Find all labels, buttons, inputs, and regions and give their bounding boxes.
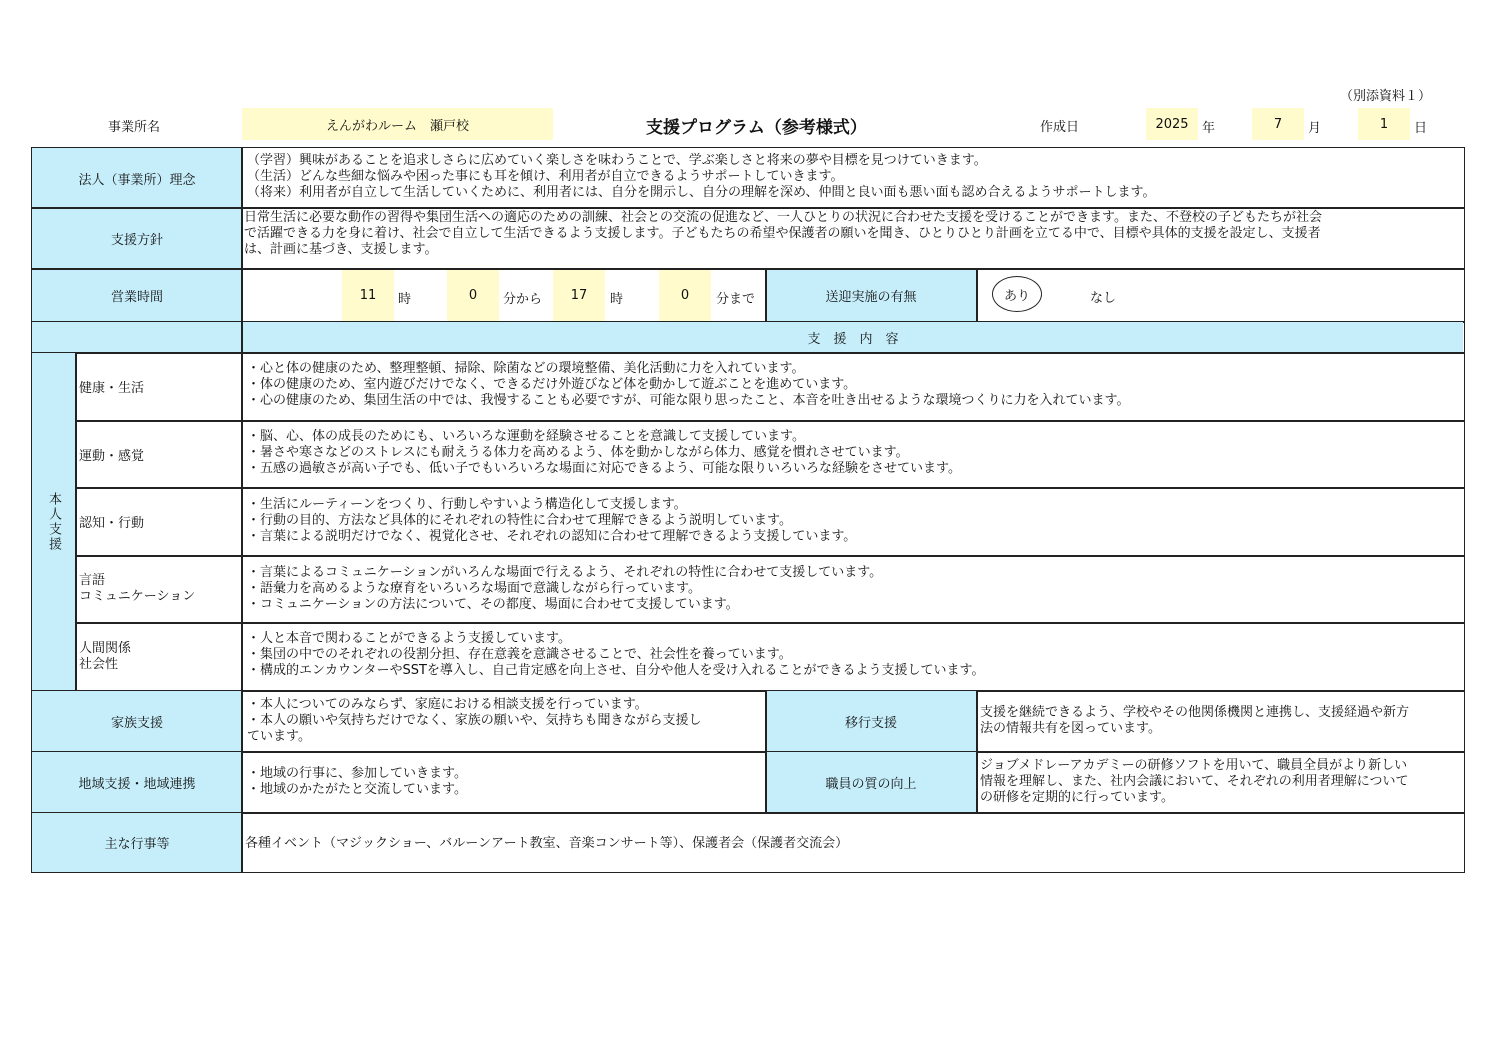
events-text: 各種イベント（マジックショー、バルーンアート教室、音楽コンサート等）、保護者会（保護者交流会）: [245, 836, 849, 851]
philosophy-line: （生活）どんな些細な悩みや困った事にも耳を傾け、利用者が自立できるようサポートしていきます。: [247, 169, 844, 184]
list-item: ・構成的エンカウンターやSSTを導入し、自己肯定感を向上させ、自分や他人を受け入れることができるよう支援しています。: [247, 663, 985, 678]
personal-row-content: [243, 623, 1463, 690]
policy-line: で活躍できる力を身に着け、社会で自立して生活できるよう支援します。子どもたちの希望や保護者の願いを聞き、ひとりひとり計画を立てる中で、目標や具体的支援を設定し、支援者: [244, 226, 1321, 241]
until-text: 分まで: [716, 292, 756, 307]
community-label: 地域支援・地域連携: [78, 776, 196, 792]
list-item: ・心と体の健康のため、整理整頓、掃除、除菌などの環境整備、美化活動に力を入れています。: [247, 361, 805, 376]
personal-row-label: 人間関係 社会性: [79, 640, 132, 672]
list-item: ・体の健康のため、室内遊びだけでなく、できるだけ外遊びなど体を動かして遊ぶことを進めています。: [247, 377, 857, 392]
office-name: えんがわルーム 瀬戸校: [325, 118, 469, 134]
list-item: ジョブメドレーアカデミーの研修ソフトを用いて、職員全員がより新しい: [980, 758, 1408, 773]
family-content: [243, 691, 765, 751]
philosophy-line: （学習）興味があることを追求しさらに広めていく楽しさを味わうことで、学ぶ楽しさと将来の夢や目標を見つけていきます。: [247, 153, 987, 168]
list-item: ・五感の過敏さが高い子でも、低い子でもいろいろな場面に対応できるよう、可能な限りいろいろな経験をさせています。: [247, 461, 961, 476]
list-item: ・語彙力を高めるような療育をいろいろな場面で意識しながら行っています。: [247, 581, 701, 596]
personal-support-group: 本人支援: [46, 491, 61, 552]
list-item: ・本人の願いや気持ちだけでなく、家族の願いや、気持ちも聞きながら支援し: [247, 713, 702, 728]
personal-row-label-cell: [77, 556, 242, 622]
attachment-note: （別添資料１）: [1340, 89, 1432, 104]
month-value: 7: [1273, 116, 1283, 132]
philosophy-label-cell: [32, 148, 242, 208]
list-item: ・地域の行事に、参加していきます。: [247, 766, 467, 781]
month-unit: 月: [1308, 121, 1322, 136]
list-item: ・言葉による説明だけでなく、視覚化させ、それぞれの認知に合わせて理解できるよう支援しています。: [247, 529, 857, 544]
hour-unit: 時: [610, 292, 624, 307]
transport-label-cell: [766, 270, 976, 321]
personal-row-label: 認知・行動: [79, 516, 145, 531]
personal-row-content: [243, 488, 1463, 555]
list-item: の研修を定期的に行っています。: [980, 790, 1174, 805]
list-item: ・行動の目的、方法など具体的にそれぞれの特性に合わせて理解できるよう説明しています。: [247, 513, 792, 528]
content-header-blank: [32, 322, 242, 352]
policy-line: は、計画に基づき、支援します。: [244, 242, 438, 257]
year-field[interactable]: [1146, 108, 1198, 140]
page-title: 支援プログラム（参考様式）: [646, 118, 867, 138]
events-content: [243, 813, 1463, 872]
list-item: ・言葉によるコミュニケーションがいろんな場面で行えるよう、それぞれの特性に合わせて支援しています。: [247, 565, 883, 580]
transition-content: [978, 691, 1463, 751]
personal-row-label-cell: [77, 421, 242, 487]
personal-row-content: [243, 556, 1463, 622]
events-label-cell: [32, 813, 242, 872]
start-hour-value: 11: [359, 288, 377, 303]
personal-row-label-cell: [77, 353, 242, 420]
community-label-cell: [32, 752, 242, 812]
end-hour-field[interactable]: [553, 270, 605, 321]
hours-label-cell: [32, 270, 242, 321]
content-header: 支 援 内 容: [807, 331, 899, 347]
transition-label: 移行支援: [844, 715, 897, 731]
list-item: ・生活にルーティーンをつくり、行動しやすいよう構造化して支援します。: [247, 497, 687, 512]
list-item: ています。: [247, 729, 311, 744]
staff-label: 職員の質の向上: [825, 776, 917, 792]
policy-label: 支援方針: [110, 233, 163, 248]
list-item: ・暑さや寒さなどのストレスにも耐えうる体力を高めるよう、体を動かしながら体力、感覚を慣れさせています。: [247, 445, 909, 460]
personal-row-label-cell: [77, 488, 242, 555]
created-label: 作成日: [1040, 120, 1080, 135]
family-label-cell: [32, 691, 242, 751]
year-value: 2025: [1155, 116, 1189, 132]
list-item: ・集団の中でのそれぞれの役割分担、存在意義を意識させることで、社会性を養っています。: [247, 647, 792, 662]
office-label: 事業所名: [108, 120, 161, 135]
hours-label: 営業時間: [110, 290, 163, 305]
staff-label-cell: [766, 752, 976, 812]
philosophy-content: [243, 148, 1463, 208]
from-text: 分から: [503, 292, 543, 307]
philosophy-line: （将来）利用者が自立して生活していくために、利用者には、自分を開示し、自分の理解を深め、仲間と良い面も悪い面も認め合えるようサポートします。: [247, 185, 1156, 200]
list-item: 支援を継続できるよう、学校やその他関係機関と連携し、支援経過や新方: [980, 705, 1410, 720]
personal-support-group-cell: [32, 353, 75, 690]
policy-label-cell: [32, 209, 242, 268]
policy-content: [243, 209, 1463, 268]
list-item: ・心の健康のため、集団生活の中では、我慢することも必要ですが、可能な限り思ったこと、本音を吐き出せるような環境つくりに力を入れています。: [247, 393, 1130, 408]
transport-yes-circle[interactable]: [992, 276, 1042, 312]
personal-row-label: 運動・感覚: [79, 448, 145, 464]
day-value: 1: [1379, 116, 1389, 132]
transition-label-cell: [766, 691, 976, 751]
start-hour-field[interactable]: [342, 270, 394, 321]
list-item: ・脳、心、体の成長のためにも、いろいろな運動を経験させることを意識して支援しています。: [247, 429, 805, 444]
personal-row-label-cell: [77, 623, 242, 690]
month-field[interactable]: [1252, 108, 1304, 140]
list-item: ・コミュニケーションの方法について、その都度、場面に合わせて支援しています。: [247, 597, 739, 612]
office-name-field[interactable]: [242, 108, 553, 140]
year-unit: 年: [1202, 121, 1216, 136]
transport-no[interactable]: なし: [1090, 291, 1117, 306]
end-hour-value: 17: [570, 288, 588, 303]
events-label: 主な行事等: [104, 837, 170, 852]
hour-unit: 時: [398, 292, 412, 307]
policy-line: 日常生活に必要な動作の習得や集団生活への適応のための訓練、社会との交流の促進など、一人ひとりの状況に合わせた支援を受けることができます。また、不登校の子どもたちが社会: [244, 210, 1322, 225]
transport-yes: あり: [1003, 288, 1030, 304]
content-header-cell: [243, 322, 1463, 352]
day-field[interactable]: [1358, 108, 1410, 140]
personal-row-content: [243, 421, 1463, 487]
personal-row-label: 言語 コミュニケーション: [79, 573, 196, 604]
start-min-value: 0: [468, 288, 478, 303]
list-item: ・地域のかたがたと交流しています。: [247, 782, 467, 797]
personal-row-label: 健康・生活: [79, 381, 145, 396]
philosophy-label: 法人（事業所）理念: [78, 172, 196, 188]
staff-content: [978, 752, 1463, 812]
day-unit: 日: [1414, 121, 1428, 136]
list-item: 情報を理解し、また、社内会議において、それぞれの利用者理解について: [980, 774, 1409, 789]
list-item: ・本人についてのみならず、家庭における相談支援を行っています。: [247, 697, 648, 712]
family-label: 家族支援: [110, 715, 163, 731]
end-min-field[interactable]: [659, 270, 711, 321]
end-min-value: 0: [680, 288, 690, 303]
personal-row-content: [243, 353, 1463, 420]
transport-label: 送迎実施の有無: [825, 290, 917, 305]
list-item: 法の情報共有を図っています。: [980, 721, 1161, 736]
start-min-field[interactable]: [447, 270, 499, 321]
list-item: ・人と本音で関わることができるよう支援しています。: [247, 631, 571, 646]
community-content: [243, 752, 765, 812]
